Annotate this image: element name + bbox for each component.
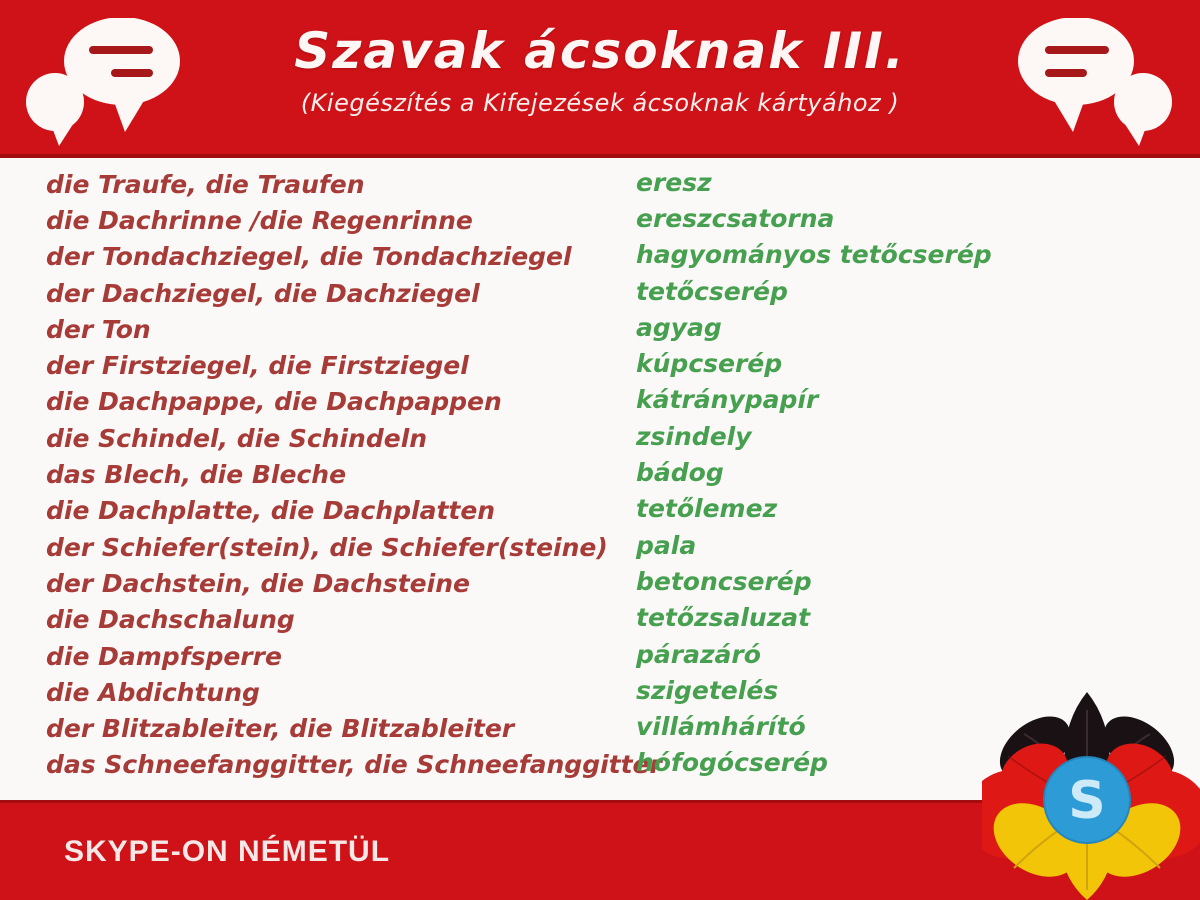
hungarian-term: eresz — [636, 167, 712, 197]
german-term: die Dachpappe, die Dachpappen — [46, 387, 502, 417]
german-term: die Dachplatte, die Dachplatten — [46, 496, 496, 526]
hungarian-term: ereszcsatorna — [636, 203, 835, 233]
hungarian-term: hagyományos tetőcserép — [636, 240, 992, 270]
hungarian-term: zsindely — [636, 421, 752, 451]
hungarian-term: szigetelés — [636, 675, 779, 705]
brand-text: SKYPE-ON NÉMETÜL — [64, 835, 391, 868]
vocab-row — [46, 638, 1184, 674]
german-term: die Dachrinne /die Regenrinne — [46, 205, 473, 235]
vocab-row — [46, 456, 1184, 492]
hungarian-term: agyag — [636, 312, 722, 342]
german-term: der Dachziegel, die Dachziegel — [46, 278, 480, 308]
german-term: der Dachstein, die Dachsteine — [46, 568, 470, 598]
german-term: die Dampfsperre — [46, 641, 282, 671]
vocab-row — [46, 311, 1184, 347]
speech-bubbles-icon-mirrored — [1008, 18, 1172, 150]
vocab-row — [46, 239, 1184, 275]
german-term: der Blitzableiter, die Blitzableiter — [46, 714, 515, 744]
german-term: die Abdichtung — [46, 677, 260, 707]
hungarian-term: hófogócserép — [636, 748, 828, 778]
hungarian-term: tetőzsaluzat — [636, 603, 811, 633]
vocab-row — [46, 202, 1184, 238]
german-term: die Schindel, die Schindeln — [46, 423, 428, 453]
vocab-row — [46, 384, 1184, 420]
vocab-row — [46, 420, 1184, 456]
german-term: der Tondachziegel, die Tondachziegel — [46, 242, 572, 272]
hungarian-term: betoncserép — [636, 566, 812, 596]
vocab-row — [46, 347, 1184, 383]
vocab-row — [46, 529, 1184, 565]
german-term: das Schneefanggitter, die Schneefanggitter — [46, 750, 662, 780]
hungarian-term: kátránypapír — [636, 385, 819, 415]
hungarian-term: tetőcserép — [636, 276, 788, 306]
speech-bubbles-icon — [26, 18, 190, 150]
skype-flower-logo — [982, 686, 1200, 900]
hungarian-term: párazáró — [636, 639, 761, 669]
header-band — [0, 0, 1200, 158]
vocab-row — [46, 166, 1184, 202]
page-title: Szavak ácsoknak III. — [294, 22, 906, 80]
hungarian-term: kúpcserép — [636, 349, 783, 379]
hungarian-term: pala — [636, 530, 697, 560]
skype-s-letter: S — [1068, 771, 1106, 831]
vocab-row — [46, 602, 1184, 638]
title-block — [190, 22, 1010, 117]
german-term: der Schiefer(stein), die Schiefer(steine) — [46, 532, 608, 562]
page-subtitle: (Kiegészítés a Kifejezések ácsoknak kártyához ) — [300, 89, 900, 117]
vocab-row — [46, 565, 1184, 601]
german-term: der Ton — [46, 314, 151, 344]
german-term: die Traufe, die Traufen — [46, 169, 365, 199]
vocab-row — [46, 493, 1184, 529]
hungarian-term: bádog — [636, 458, 724, 488]
hungarian-term: villámhárító — [636, 712, 806, 742]
german-term: der Firstziegel, die Firstziegel — [46, 351, 469, 381]
german-term: das Blech, die Bleche — [46, 460, 347, 490]
hungarian-term: tetőlemez — [636, 494, 778, 524]
vocab-row — [46, 275, 1184, 311]
german-term: die Dachschalung — [46, 605, 295, 635]
